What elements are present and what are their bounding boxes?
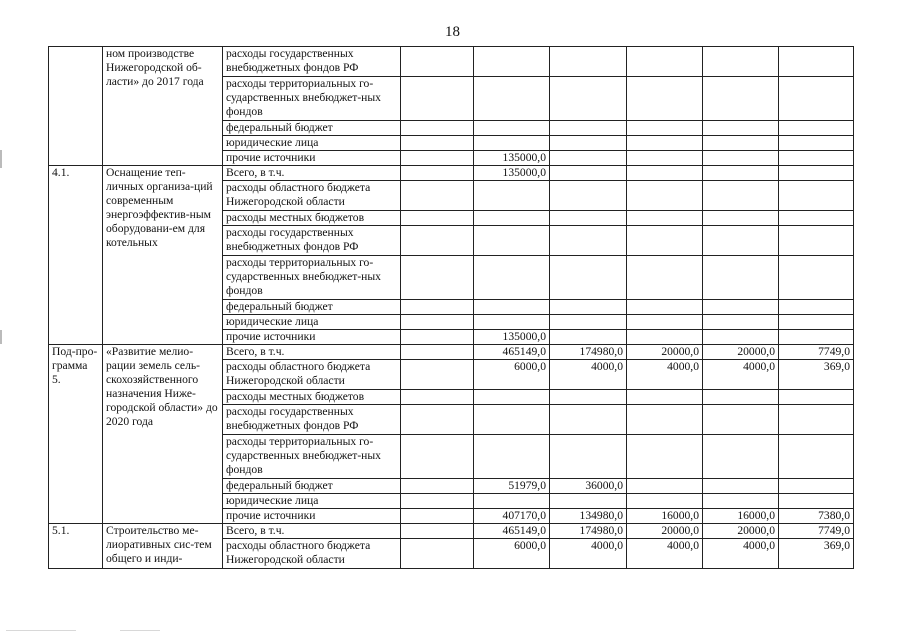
amount-cell bbox=[474, 435, 550, 479]
amount-cell: 20000,0 bbox=[703, 524, 779, 539]
funding-source-cell: расходы областного бюджета Нижегородской области bbox=[223, 539, 401, 569]
scan-artifact bbox=[120, 630, 160, 631]
margin-mark bbox=[0, 330, 2, 344]
amount-cell: 51979,0 bbox=[474, 479, 550, 494]
amount-cell bbox=[550, 226, 627, 256]
amount-cell: 6000,0 bbox=[474, 539, 550, 569]
amount-cell: 7749,0 bbox=[779, 345, 854, 360]
amount-cell bbox=[703, 77, 779, 121]
amount-cell bbox=[703, 256, 779, 300]
amount-cell bbox=[703, 211, 779, 226]
amount-cell: 369,0 bbox=[779, 360, 854, 390]
amount-cell bbox=[627, 435, 703, 479]
amount-cell bbox=[779, 166, 854, 181]
amount-cell: 174980,0 bbox=[550, 524, 627, 539]
amount-cell bbox=[627, 405, 703, 435]
amount-cell bbox=[474, 121, 550, 136]
amount-cell bbox=[474, 315, 550, 330]
amount-cell bbox=[627, 330, 703, 345]
amount-cell bbox=[550, 136, 627, 151]
amount-cell bbox=[779, 47, 854, 77]
amount-cell bbox=[703, 435, 779, 479]
funding-source-cell: Всего, в т.ч. bbox=[223, 166, 401, 181]
amount-cell: 16000,0 bbox=[703, 509, 779, 524]
amount-cell bbox=[779, 211, 854, 226]
amount-cell: 465149,0 bbox=[474, 524, 550, 539]
amount-cell: 7380,0 bbox=[779, 509, 854, 524]
amount-cell bbox=[703, 330, 779, 345]
amount-cell bbox=[779, 77, 854, 121]
amount-cell bbox=[401, 435, 474, 479]
funding-source-cell: юридические лица bbox=[223, 494, 401, 509]
amount-cell bbox=[550, 77, 627, 121]
amount-cell bbox=[779, 226, 854, 256]
amount-cell bbox=[550, 435, 627, 479]
amount-cell bbox=[627, 181, 703, 211]
funding-source-cell: федеральный бюджет bbox=[223, 121, 401, 136]
amount-cell bbox=[703, 166, 779, 181]
amount-cell bbox=[779, 300, 854, 315]
amount-cell bbox=[474, 256, 550, 300]
amount-cell bbox=[401, 539, 474, 569]
table-row bbox=[49, 47, 854, 77]
amount-cell bbox=[401, 524, 474, 539]
amount-cell bbox=[703, 494, 779, 509]
amount-cell bbox=[401, 166, 474, 181]
amount-cell bbox=[627, 47, 703, 77]
funding-source-cell: расходы областного бюджета Нижегородской области bbox=[223, 181, 401, 211]
amount-cell bbox=[474, 77, 550, 121]
funding-source-cell: юридические лица bbox=[223, 136, 401, 151]
amount-cell bbox=[401, 136, 474, 151]
amount-cell bbox=[550, 390, 627, 405]
amount-cell: 7749,0 bbox=[779, 524, 854, 539]
amount-cell: 16000,0 bbox=[627, 509, 703, 524]
amount-cell bbox=[401, 211, 474, 226]
amount-cell bbox=[779, 151, 854, 166]
item-name-cell: Строительство ме-лиоративных сис-тем общего и инди- bbox=[103, 524, 223, 569]
funding-source-cell: расходы государственных внебюджетных фондов РФ bbox=[223, 47, 401, 77]
funding-source-cell: расходы местных бюджетов bbox=[223, 211, 401, 226]
amount-cell bbox=[627, 136, 703, 151]
amount-cell bbox=[550, 211, 627, 226]
item-name-cell: ном производстве Нижегородской об-ласти» до 2017 года bbox=[103, 47, 223, 166]
funding-source-cell: расходы территориальных го-сударственных внебюджет-ных фондов bbox=[223, 435, 401, 479]
amount-cell bbox=[474, 211, 550, 226]
amount-cell bbox=[703, 121, 779, 136]
item-name-cell: Оснащение теп-личных организа-ций современным энергоэффектив-ным оборудовани-ем для котельных bbox=[103, 166, 223, 345]
amount-cell bbox=[779, 390, 854, 405]
amount-cell bbox=[779, 435, 854, 479]
item-number-cell: 4.1. bbox=[49, 166, 103, 345]
amount-cell bbox=[474, 136, 550, 151]
amount-cell bbox=[703, 479, 779, 494]
funding-source-cell: федеральный бюджет bbox=[223, 479, 401, 494]
amount-cell: 407170,0 bbox=[474, 509, 550, 524]
amount-cell bbox=[779, 330, 854, 345]
amount-cell bbox=[627, 315, 703, 330]
amount-cell: 4000,0 bbox=[550, 360, 627, 390]
amount-cell: 135000,0 bbox=[474, 166, 550, 181]
amount-cell bbox=[474, 405, 550, 435]
amount-cell bbox=[401, 509, 474, 524]
funding-source-cell: расходы государственных внебюджетных фондов РФ bbox=[223, 226, 401, 256]
amount-cell bbox=[703, 300, 779, 315]
amount-cell bbox=[550, 47, 627, 77]
amount-cell bbox=[550, 330, 627, 345]
amount-cell: 4000,0 bbox=[550, 539, 627, 569]
item-number-cell: 5.1. bbox=[49, 524, 103, 569]
funding-source-cell: прочие источники bbox=[223, 151, 401, 166]
amount-cell bbox=[401, 300, 474, 315]
amount-cell bbox=[627, 211, 703, 226]
budget-table-body bbox=[49, 47, 854, 569]
amount-cell bbox=[627, 77, 703, 121]
amount-cell: 4000,0 bbox=[703, 360, 779, 390]
amount-cell bbox=[401, 390, 474, 405]
amount-cell bbox=[627, 121, 703, 136]
amount-cell bbox=[401, 479, 474, 494]
amount-cell bbox=[474, 47, 550, 77]
amount-cell bbox=[474, 390, 550, 405]
funding-source-cell: расходы территориальных го-сударственных внебюджет-ных фондов bbox=[223, 77, 401, 121]
amount-cell bbox=[779, 121, 854, 136]
amount-cell bbox=[627, 151, 703, 166]
budget-table bbox=[48, 46, 854, 569]
amount-cell bbox=[474, 181, 550, 211]
item-number-cell bbox=[49, 47, 103, 166]
amount-cell bbox=[401, 226, 474, 256]
table-row bbox=[49, 345, 854, 360]
amount-cell bbox=[401, 77, 474, 121]
item-name-cell: «Развитие мелио-рации земель сель-скохозяйственного назначения Ниже-городской области» до 2020 года bbox=[103, 345, 223, 524]
amount-cell bbox=[401, 47, 474, 77]
amount-cell bbox=[550, 315, 627, 330]
amount-cell: 20000,0 bbox=[703, 345, 779, 360]
funding-source-cell: юридические лица bbox=[223, 315, 401, 330]
amount-cell bbox=[627, 256, 703, 300]
amount-cell bbox=[779, 494, 854, 509]
amount-cell bbox=[401, 121, 474, 136]
amount-cell bbox=[401, 345, 474, 360]
item-number-cell: Под-про-грамма 5. bbox=[49, 345, 103, 524]
amount-cell bbox=[550, 151, 627, 166]
amount-cell bbox=[779, 256, 854, 300]
funding-source-cell: расходы областного бюджета Нижегородской области bbox=[223, 360, 401, 390]
amount-cell bbox=[401, 181, 474, 211]
funding-source-cell: прочие источники bbox=[223, 509, 401, 524]
amount-cell bbox=[703, 315, 779, 330]
table-row bbox=[49, 524, 854, 539]
amount-cell bbox=[550, 181, 627, 211]
amount-cell bbox=[779, 136, 854, 151]
funding-source-cell: федеральный бюджет bbox=[223, 300, 401, 315]
amount-cell bbox=[779, 181, 854, 211]
amount-cell: 20000,0 bbox=[627, 345, 703, 360]
amount-cell: 4000,0 bbox=[627, 360, 703, 390]
amount-cell: 135000,0 bbox=[474, 151, 550, 166]
amount-cell: 465149,0 bbox=[474, 345, 550, 360]
amount-cell bbox=[550, 256, 627, 300]
amount-cell bbox=[703, 226, 779, 256]
amount-cell bbox=[703, 181, 779, 211]
amount-cell bbox=[627, 494, 703, 509]
amount-cell bbox=[474, 300, 550, 315]
amount-cell: 4000,0 bbox=[703, 539, 779, 569]
amount-cell bbox=[550, 121, 627, 136]
funding-source-cell: расходы местных бюджетов bbox=[223, 390, 401, 405]
amount-cell bbox=[703, 390, 779, 405]
amount-cell bbox=[401, 494, 474, 509]
amount-cell bbox=[401, 330, 474, 345]
amount-cell bbox=[627, 479, 703, 494]
amount-cell bbox=[779, 315, 854, 330]
amount-cell bbox=[401, 151, 474, 166]
amount-cell: 369,0 bbox=[779, 539, 854, 569]
amount-cell bbox=[550, 300, 627, 315]
amount-cell: 20000,0 bbox=[627, 524, 703, 539]
amount-cell bbox=[401, 405, 474, 435]
amount-cell bbox=[627, 166, 703, 181]
amount-cell: 134980,0 bbox=[550, 509, 627, 524]
amount-cell: 4000,0 bbox=[627, 539, 703, 569]
margin-mark bbox=[0, 150, 2, 168]
page-number: 18 bbox=[445, 24, 460, 40]
amount-cell bbox=[627, 390, 703, 405]
amount-cell bbox=[703, 136, 779, 151]
amount-cell bbox=[401, 360, 474, 390]
amount-cell: 6000,0 bbox=[474, 360, 550, 390]
amount-cell bbox=[474, 226, 550, 256]
amount-cell bbox=[779, 479, 854, 494]
amount-cell bbox=[779, 405, 854, 435]
table-row bbox=[49, 166, 854, 181]
amount-cell bbox=[550, 405, 627, 435]
amount-cell bbox=[703, 405, 779, 435]
amount-cell bbox=[401, 256, 474, 300]
amount-cell bbox=[550, 166, 627, 181]
funding-source-cell: Всего, в т.ч. bbox=[223, 524, 401, 539]
amount-cell bbox=[401, 315, 474, 330]
amount-cell bbox=[703, 47, 779, 77]
amount-cell bbox=[550, 494, 627, 509]
amount-cell bbox=[703, 151, 779, 166]
amount-cell bbox=[474, 494, 550, 509]
amount-cell: 174980,0 bbox=[550, 345, 627, 360]
amount-cell: 36000,0 bbox=[550, 479, 627, 494]
funding-source-cell: расходы государственных внебюджетных фондов РФ bbox=[223, 405, 401, 435]
amount-cell: 135000,0 bbox=[474, 330, 550, 345]
funding-source-cell: прочие источники bbox=[223, 330, 401, 345]
amount-cell bbox=[627, 226, 703, 256]
funding-source-cell: Всего, в т.ч. bbox=[223, 345, 401, 360]
amount-cell bbox=[627, 300, 703, 315]
scan-artifact bbox=[6, 630, 76, 631]
funding-source-cell: расходы территориальных го-сударственных внебюджет-ных фондов bbox=[223, 256, 401, 300]
